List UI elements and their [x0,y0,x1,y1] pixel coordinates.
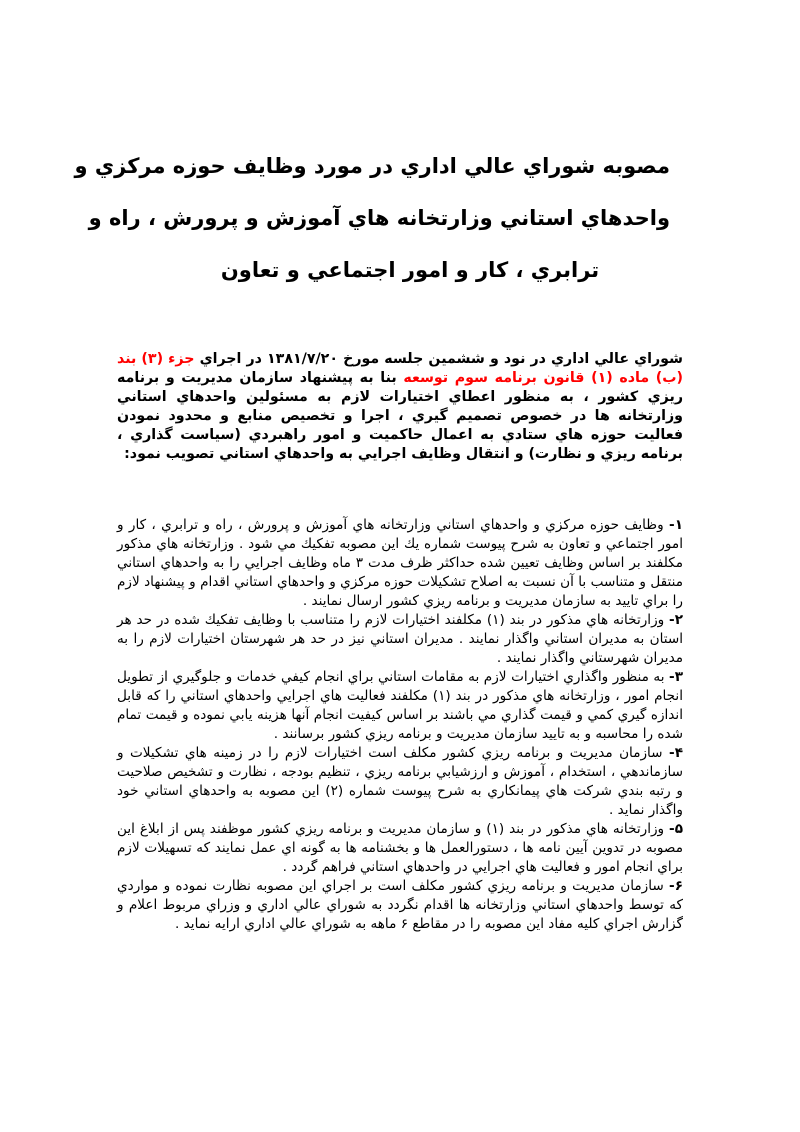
article-text: سازمان مديريت و برنامه ريزي كشور مكلف است بر اجراي اين مصوبه نظارت نموده و مواردي كه توسط واحدهاي استاني وزارتخانه ها اقدام نگردد به شوراي عالي اداري و وزراي مربوط اعلام و گزارش اجراي كليه مفاد اين مصوبه را در مقاطع ۶ ماهه به شوراي عالي اداري ارايه نمايد . [117,878,683,932]
article-item [117,611,683,668]
article-number: ۳- [669,669,683,685]
article-number: ۵- [669,821,683,837]
article-item [117,820,683,877]
title-line-1: مصوبه شوراي عالي اداري در مورد وظايف حوزه مركزي و [74,154,670,178]
article-number: ۴- [669,745,683,761]
article-text: وظايف حوزه مركزي و واحدهاي استاني وزارتخانه هاي آموزش و پرورش ، راه و ترابري ، كار و امور اجتماعي و تعاون به شرح پيوست شماره يك اين مصوبه تفكيك مي شود . وزارتخانه هاي مذكور مكلفند بر اساس وظايف تعيين شده حداكثر ظرف مدت ۳ ماه وظايف اجرايي را به واحدهاي استاني منتقل و متناسب با آن نسبت به اصلاح تشكيلات حوزه مركزي و واحدهاي استاني اقدام و پيشنهاد لازم را براي تاييد به سازمان مديريت و برنامه ريزي كشور ارسال نمايند . [117,517,683,609]
title-line-3: ترابري ، كار و امور اجتماعي و تعاون [220,258,600,282]
intro-highlight-text: جزء (۳) بند (ب) ماده (۱) قانون برنامه سوم توسعه [117,351,683,386]
intro-text-part-2: بنا به پيشنهاد سازمان مديريت و برنامه ريزي كشور ، به منظور اعطاي اختيارات لازم به مسئولين واحدهاي استاني وزارتخانه ها در خصوص تصميم گيري ، اجرا و تخصيص منابع و محدود نمودن فعاليت حوزه هاي ستادي به اعمال حاكميت و امور راهبردي (سياست گذاري ، برنامه ريزي و نظارت) و انتقال وظايف اجرايي به واحدهاي استاني تصويب نمود: [117,370,683,462]
article-text: وزارتخانه هاي مذكور در بند (۱) مكلفند اختيارات لازم را متناسب با وظايف تفكيك شده در حد هر استان به مديران استاني واگذار نمايند . مديران استاني نيز در حد هر شهرستان اختيارات لازم را به مديران شهرستاني واگذار نمايند . [117,612,683,666]
article-item [117,668,683,744]
article-item [117,516,683,611]
article-text: سازمان مديريت و برنامه ريزي كشور مكلف است اختيارات لازم را در زمينه هاي تشكيلات و سازماندهي ، استخدام ، آموزش و ارزشيابي برنامه ريزي ، تنظيم بودجه ، نظارت و تشخيص صلاحيت و رتبه بندي شركت هاي پيمانكاري به شرح پيوست شماره (۲) اين مصوبه به واحدهاي استاني خود واگذار نمايد . [117,745,683,818]
article-text: به منظور واگذاري اختيارات لازم به مقامات استاني براي انجام كيفي خدمات و جلوگيري از تطويل انجام امور ، وزارتخانه هاي مذكور در بند (۱) مكلفند فعاليت هاي اجرايي واحدهاي استاني را كه قابل اندازه گيري كمي و قيمت گذاري مي باشند بر اساس كيفيت انجام آنها هزينه يابي نموده و قيمت تمام شده را محاسبه و به تاييد سازمان مديريت و برنامه ريزي كشور برسانند . [117,669,683,742]
article-text: وزارتخانه هاي مذكور در بند (۱) و سازمان مديريت و برنامه ريزي كشور موظفند پس از ابلاغ اين مصوبه در تدوين آيين نامه ها ، دستورالعمل ها و بخشنامه ها به گونه اي عمل نمايند كه تسهيلات لازم براي انجام امور و فعاليت هاي اجرايي در واحدهاي استاني فراهم گردد . [117,821,683,875]
articles-list [117,516,683,934]
article-number: ۲- [669,612,683,628]
article-number: ۱- [669,517,683,533]
article-item [117,877,683,934]
article-item [117,744,683,820]
title-line-2: واحدهاي استاني وزارتخانه هاي آموزش و پرورش ، راه و [88,206,670,230]
document-title [74,140,670,296]
intro-text-part-1: شوراي عالي اداري در نود و ششمين جلسه مورخ ۱۳۸۱/۷/۲۰ در اجراي [199,351,683,367]
intro-paragraph [117,350,683,464]
article-number: ۶- [669,878,683,894]
